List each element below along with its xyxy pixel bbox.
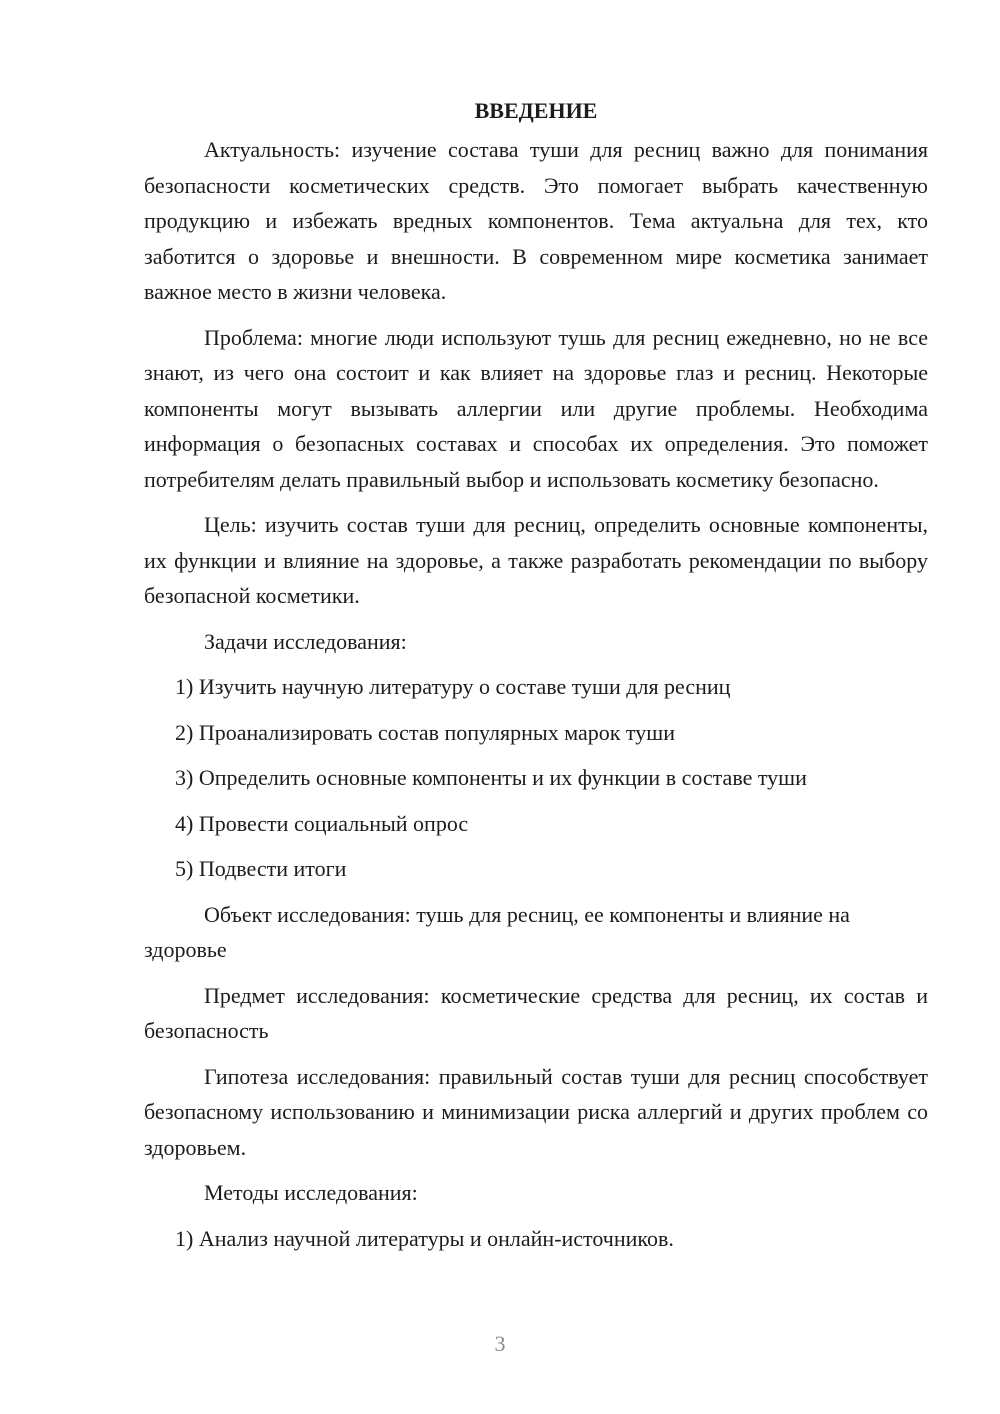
- method-item: 1) Анализ научной литературы и онлайн-источников.: [175, 1225, 674, 1251]
- relevance-paragraph: Актуальность: изучение состава туши для ресниц важно для понимания безопасности косметических средств. Это помогает выбрать качественную продукцию и избежать вредных компонентов. Тема актуальна для тех, кто заботится о здоровье и внешности. В современном мире косметика занимает важное место в жизни человека.: [144, 137, 928, 304]
- page-title: ВВЕДЕНИЕ: [474, 98, 598, 123]
- page-number: 3: [494, 1331, 506, 1356]
- goal-paragraph: Цель: изучить состав туши для ресниц, определить основные компоненты, их функции и влияние на здоровье, а также разработать рекомендации по выбору безопасной косметики.: [144, 512, 928, 608]
- tasks-heading: Задачи исследования:: [204, 628, 407, 654]
- methods-heading: Методы исследования:: [204, 1180, 418, 1205]
- subject-paragraph: Предмет исследования: косметические средства для ресниц, их состав и безопасность: [144, 982, 928, 1043]
- task-item: 1) Изучить научную литературу о составе туши для ресниц: [175, 674, 731, 699]
- object-paragraph: Объект исследования: тушь для ресниц, ее компоненты и влияние на здоровье: [144, 901, 850, 962]
- task-item: 4) Провести социальный опрос: [175, 810, 469, 836]
- task-item: 3) Определить основные компоненты и их функции в составе туши: [175, 765, 807, 790]
- task-item: 5) Подвести итоги: [175, 856, 347, 881]
- problem-paragraph: Проблема: многие люди используют тушь для ресниц ежедневно, но не все знают, из чего она состоит и как влияет на здоровье глаз и ресниц. Некоторые компоненты могут вызывать аллергии или другие проблемы. Необходима информация о безопасных составах и способах их определения. Это поможет потребителям делать правильный выбор и использовать косметику безопасно.: [144, 324, 928, 492]
- document-page: [144, 96, 928, 1266]
- hypothesis-paragraph: Гипотеза исследования: правильный состав туши для ресниц способствует безопасному использованию и минимизации риска аллергий и других проблем со здоровьем.: [144, 1063, 928, 1160]
- task-item: 2) Проанализировать состав популярных марок туши: [175, 719, 675, 745]
